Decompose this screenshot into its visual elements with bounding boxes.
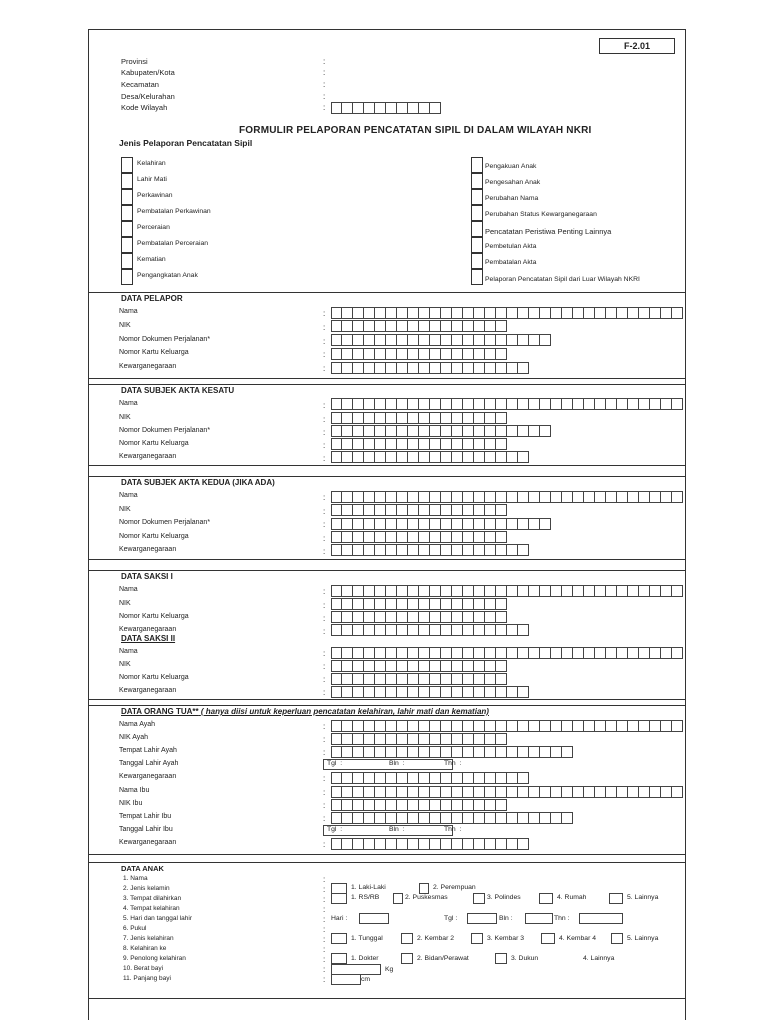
field-label: Nama Ayah [119, 721, 156, 728]
checkbox-polindes[interactable] [473, 893, 485, 904]
checkbox-perceraian[interactable] [121, 221, 133, 237]
colon: : [323, 814, 326, 823]
bln-label: Bln : [499, 915, 513, 922]
kk-boxes[interactable] [331, 673, 507, 685]
colon: : [323, 57, 326, 66]
jenis-left-label: Kematian [137, 256, 166, 263]
colon: : [323, 601, 326, 610]
checkbox-puskesmas[interactable] [393, 893, 403, 904]
kk-boxes[interactable] [331, 438, 507, 450]
colon: : [323, 662, 326, 671]
checkbox-pengangkatan-anak[interactable] [121, 269, 133, 285]
checkbox-pembetulan-akta[interactable] [471, 237, 483, 253]
field-label: 3. Tempat dilahirkan [123, 895, 182, 902]
dokumen-boxes[interactable] [331, 334, 551, 346]
colon: : [323, 547, 326, 556]
header-kode-wilayah-label: Kode Wilayah [121, 103, 168, 112]
field-label: NIK [119, 661, 131, 668]
field-label: Kewarganegaraan [119, 626, 177, 633]
field-label: 10. Berat bayi [123, 965, 164, 972]
colon: : [323, 801, 326, 810]
jenis-left-label: Perkawinan [137, 192, 173, 199]
checkbox-kelahiran[interactable] [121, 157, 133, 173]
checkbox-lainnya[interactable] [609, 893, 623, 904]
checkbox-pembatalan-perceraian[interactable] [121, 237, 133, 253]
checkbox-pengesahan-anak[interactable] [471, 173, 483, 189]
option-label: 1. Laki-Laki [351, 884, 386, 891]
tgl-label: Tgl : [444, 915, 458, 922]
header-kabupaten-label: Kabupaten/Kota [121, 68, 175, 77]
colon: : [323, 587, 326, 596]
date-tgl-label: Tgl : [327, 760, 343, 767]
checkbox-kematian[interactable] [121, 253, 133, 269]
colon: : [323, 649, 326, 658]
field-label: NIK [119, 322, 131, 329]
checkbox-dokter[interactable] [331, 953, 347, 964]
jenis-right-label: Pengakuan Anak [485, 163, 537, 170]
field-label: Tanggal Lahir Ibu [119, 826, 173, 833]
colon: : [323, 401, 326, 410]
colon: : [323, 103, 326, 112]
field-label: Tempat Lahir Ayah [119, 747, 177, 754]
bln-input[interactable] [525, 913, 553, 924]
colon: : [323, 955, 326, 964]
bln-text: Bln [389, 760, 399, 767]
section-title: DATA ANAK [121, 864, 164, 873]
field-label: Nama [119, 648, 138, 655]
colon: : [323, 323, 326, 332]
nik-boxes[interactable] [331, 412, 507, 424]
field-label: 4. Tempat kelahiran [123, 905, 180, 912]
checkbox-perubahan-nama[interactable] [471, 189, 483, 205]
option-label: 2. Puskesmas [405, 894, 448, 901]
nama-ibu-boxes[interactable] [331, 786, 683, 798]
field-label: Nama [119, 586, 138, 593]
thn-label: Thn : [554, 915, 570, 922]
field-label: NIK [119, 506, 131, 513]
nik-boxes[interactable] [331, 504, 507, 516]
tgl-input[interactable] [467, 913, 497, 924]
kewarganegaraan-ayah-boxes[interactable] [331, 772, 529, 784]
colon: : [323, 309, 326, 318]
kk-boxes[interactable] [331, 611, 507, 623]
colon: : [323, 840, 326, 849]
colon: : [323, 895, 326, 904]
checkbox-pembatalan-akta[interactable] [471, 253, 483, 269]
option-label: 4. Lainnya [583, 955, 615, 962]
field-label: 8. Kelahiran ke [123, 945, 167, 952]
section-title: DATA SAKSI I [121, 572, 173, 581]
colon: : [323, 454, 326, 463]
checkbox-lahir-mati[interactable] [121, 173, 133, 189]
field-label: Nama Ibu [119, 787, 150, 794]
dokumen-boxes[interactable] [331, 518, 551, 530]
colon: : [323, 788, 326, 797]
kk-boxes[interactable] [331, 531, 507, 543]
colon: : [323, 441, 326, 450]
colon: : [323, 722, 326, 731]
option-label: 3. Dukun [511, 955, 539, 962]
ortu-note: ( hanya diisi untuk keperluan pencatatan kelahiran, lahir mati dan kematian) [200, 707, 489, 716]
nama-boxes[interactable] [331, 647, 683, 659]
section-title [121, 707, 489, 716]
colon: : [323, 337, 326, 346]
colon: : [323, 774, 326, 783]
field-label: Kewarganegaraan [119, 773, 177, 780]
header-desa-label: Desa/Kelurahan [121, 92, 175, 101]
colon: : [323, 935, 326, 944]
field-label: Nomor Dokumen Perjalanan* [119, 519, 211, 526]
colon: : [323, 975, 326, 984]
ortu-title: DATA ORANG TUA** [121, 707, 199, 716]
checkbox-kembar-4[interactable] [541, 933, 555, 944]
field-label: Nama [119, 492, 138, 499]
colon: : [323, 350, 326, 359]
kewarganegaraan-boxes[interactable] [331, 624, 529, 636]
colon: : [323, 493, 326, 502]
date-tgl-label: Tgl : [327, 826, 343, 833]
colon: : [323, 428, 326, 437]
option-label: 1. RS/RB [351, 894, 380, 901]
jenis-left-label: Perceraian [137, 224, 170, 231]
colon: : [323, 364, 326, 373]
checkbox-kembar-2[interactable] [401, 933, 413, 944]
nama-boxes[interactable] [331, 585, 683, 597]
bottom-rule [89, 998, 685, 999]
field-label: Kewarganegaraan [119, 363, 177, 370]
jenis-pelaporan-title: Jenis Pelaporan Pencatatan Sipil [119, 138, 253, 148]
thn-text: Thn [444, 760, 456, 767]
kewarganegaraan-ibu-boxes[interactable] [331, 838, 529, 850]
colon: : [323, 885, 326, 894]
colon: : [323, 688, 326, 697]
option-label: 3. Kembar 3 [487, 935, 525, 942]
colon: : [323, 905, 326, 914]
thn-input[interactable] [579, 913, 623, 924]
field-label: Kewarganegaraan [119, 453, 177, 460]
tgl-text: Tgl [327, 760, 337, 767]
checkbox-peristiwa-lainnya[interactable] [471, 221, 483, 237]
jenis-right-label: Pengesahan Anak [485, 179, 541, 186]
tanggal-lahir-ibu[interactable] [323, 825, 453, 836]
checkbox-pengakuan-anak[interactable] [471, 157, 483, 173]
field-label: 1. Nama [123, 875, 148, 882]
field-label: Nomor Kartu Keluarga [119, 613, 189, 620]
colon: : [323, 415, 326, 424]
field-label: 9. Penolong kelahiran [123, 955, 186, 962]
berat-unit: Kg [385, 966, 394, 973]
header-provinsi-label: Provinsi [121, 57, 148, 66]
section-title: DATA SAKSI II [121, 634, 176, 643]
thn-text: Thn [444, 826, 456, 833]
colon: : [323, 507, 326, 516]
checkbox-rs[interactable] [331, 893, 347, 904]
option-label: 4. Kembar 4 [559, 935, 597, 942]
option-label: 4. Rumah [557, 894, 587, 901]
form-code: F-2.01 [599, 38, 675, 54]
form-page [88, 29, 686, 1020]
nik-boxes[interactable] [331, 660, 507, 672]
nama-boxes[interactable] [331, 491, 683, 503]
colon: : [323, 915, 326, 924]
field-label: NIK Ayah [119, 734, 149, 741]
field-label: 5. Hari dan tanggal lahir [123, 915, 193, 922]
field-label: Nomor Kartu Keluarga [119, 349, 189, 356]
checkbox-pembatalan-perkawinan[interactable] [121, 205, 133, 221]
nik-boxes[interactable] [331, 598, 507, 610]
panjang-unit: cm [361, 976, 371, 983]
checkbox-rumah[interactable] [539, 893, 553, 904]
field-label: Nomor Dokumen Perjalanan* [119, 427, 211, 434]
colon: : [323, 675, 326, 684]
kk-boxes[interactable] [331, 348, 507, 360]
colon: : [323, 945, 326, 954]
date-thn-label: Thn : [444, 826, 462, 833]
nik-ayah-boxes[interactable] [331, 733, 507, 745]
field-label: Nomor Kartu Keluarga [119, 674, 189, 681]
option-label: 2. Bidan/Perawat [417, 955, 469, 962]
checkbox-luar-wilayah[interactable] [471, 269, 483, 285]
colon: : [323, 925, 326, 934]
option-label: 2. Kembar 2 [417, 935, 455, 942]
date-thn-label: Thn : [444, 760, 462, 767]
field-label: Tempat Lahir Ibu [119, 813, 172, 820]
nama-boxes[interactable] [331, 398, 683, 410]
option-label: 2. Perempuan [433, 884, 476, 891]
dokumen-boxes[interactable] [331, 425, 551, 437]
checkbox-perubahan-kewarganegaraan[interactable] [471, 205, 483, 221]
jenis-right-label: Perubahan Status Kewarganegaraan [485, 211, 597, 218]
tempat-lahir-ayah-boxes[interactable] [331, 746, 573, 758]
hari-label: Hari : [331, 915, 348, 922]
bln-text: Bln [389, 826, 399, 833]
colon: : [323, 520, 326, 529]
jenis-right-label: Pelaporan Pencatatan Sipil dari Luar Wilayah NKRI [485, 276, 640, 283]
nik-ibu-boxes[interactable] [331, 799, 507, 811]
field-label: Tanggal Lahir Ayah [119, 760, 179, 767]
checkbox-kembar-3[interactable] [471, 933, 483, 944]
field-label: 6. Pukul [123, 925, 147, 932]
checkbox-bidan[interactable] [401, 953, 413, 964]
header-kecamatan-label: Kecamatan [121, 80, 159, 89]
tgl-text: Tgl [327, 826, 337, 833]
jenis-right-label: Perubahan Nama [485, 195, 539, 202]
kewarganegaraan-boxes[interactable] [331, 362, 529, 374]
field-label: Nama [119, 400, 138, 407]
colon: : [323, 80, 326, 89]
colon: : [323, 627, 326, 636]
tanggal-lahir-ayah[interactable] [323, 759, 453, 770]
field-label: NIK [119, 414, 131, 421]
colon: : [323, 965, 326, 974]
colon: : [323, 735, 326, 744]
jenis-left-label: Kelahiran [137, 160, 166, 167]
form-title: FORMULIR PELAPORAN PENCATATAN SIPIL DI DALAM WILAYAH NKRI [239, 125, 592, 136]
colon: : [323, 748, 326, 757]
field-label: NIK Ibu [119, 800, 143, 807]
date-bln-label: Bln : [389, 826, 405, 833]
jenis-right-label: Pembetulan Akta [485, 243, 537, 250]
option-label: 1. Dokter [351, 955, 379, 962]
checkbox-tunggal[interactable] [331, 933, 347, 944]
option-label: 3. Polindes [487, 894, 521, 901]
field-label: Nomor Dokumen Perjalanan* [119, 336, 211, 343]
panjang-input[interactable] [331, 974, 361, 985]
nama-ayah-boxes[interactable] [331, 720, 683, 732]
jenis-right-label: Pencatatan Peristiwa Penting Lainnya [485, 227, 612, 236]
colon: : [323, 875, 326, 884]
field-label: Kewarganegaraan [119, 839, 177, 846]
section-title: DATA SUBJEK AKTA KEDUA (JIKA ADA) [121, 478, 275, 487]
date-bln-label: Bln : [389, 760, 405, 767]
jenis-left-label: Lahir Mati [137, 176, 167, 183]
colon: : [323, 534, 326, 543]
field-label: Nomor Kartu Keluarga [119, 533, 189, 540]
field-label: Nama [119, 308, 138, 315]
field-label: 11. Panjang bayi [123, 975, 171, 982]
jenis-right-label: Pembatalan Akta [485, 259, 537, 266]
kewarganegaraan-boxes[interactable] [331, 544, 529, 556]
tempat-lahir-ibu-boxes[interactable] [331, 812, 573, 824]
kode-wilayah-boxes[interactable] [331, 102, 441, 114]
field-label: Kewarganegaraan [119, 687, 177, 694]
field-label: Nomor Kartu Keluarga [119, 440, 189, 447]
colon: : [323, 92, 326, 101]
field-label: Kewarganegaraan [119, 546, 177, 553]
option-label: 5. Lainnya [627, 935, 659, 942]
option-label: 1. Tunggal [351, 935, 383, 942]
field-label: 7. Jenis kelahiran [123, 935, 174, 942]
kewarganegaraan-boxes[interactable] [331, 686, 529, 698]
nik-boxes[interactable] [331, 320, 507, 332]
jenis-left-label: Pengangkatan Anak [137, 272, 198, 279]
hari-input[interactable] [359, 913, 389, 924]
colon: : [323, 614, 326, 623]
field-label: 2. Jenis kelamin [123, 885, 170, 892]
jenis-left-label: Pembatalan Perceraian [137, 240, 209, 247]
checkbox-dukun[interactable] [495, 953, 507, 964]
field-label: NIK [119, 600, 131, 607]
checkbox-perempuan[interactable] [419, 883, 429, 894]
option-label: 5. Lainnya [627, 894, 659, 901]
section-title: DATA PELAPOR [121, 294, 183, 303]
checkbox-perkawinan[interactable] [121, 189, 133, 205]
colon: : [323, 68, 326, 77]
section-title: DATA SUBJEK AKTA KESATU [121, 386, 235, 395]
checkbox-lainnya-kelahiran[interactable] [611, 933, 623, 944]
jenis-left-label: Pembatalan Perkawinan [137, 208, 211, 215]
nama-boxes[interactable] [331, 307, 683, 319]
kewarganegaraan-boxes[interactable] [331, 451, 529, 463]
